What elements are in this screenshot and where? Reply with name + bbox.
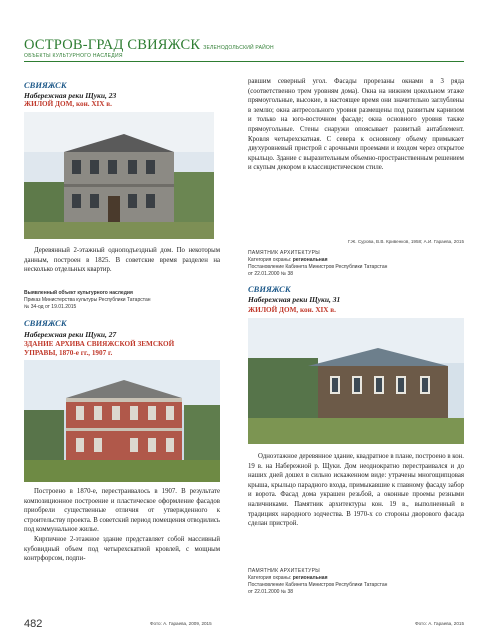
entry1-photo: [24, 112, 214, 239]
entry2-place: СВИЯЖСК: [24, 318, 67, 328]
section-subtitle: ОБЪЕКТЫ КУЛЬТУРНОГО НАСЛЕДИЯ: [24, 53, 123, 59]
entry1-paragraph: Деревянный 2-этажный одноподъездный дом. По некоторым данным, построен в 1825. В советские время разделен на несколько отдельных квартир.: [24, 247, 220, 274]
entry1-address: Набережная реки Щуки, 23: [24, 91, 117, 100]
entry1-status-line1: Приказ Министерства культуры Республики Татарстан: [24, 297, 151, 303]
entry2-address: Набережная реки Щуки, 27: [24, 330, 117, 339]
entry2-protection-info: [248, 250, 468, 278]
entry1-status-title: Выявленный объект культурного наследия: [24, 290, 133, 296]
entry2-paragraph-2: Кирпичное 2-этажное здание представляет собой массивный кубовидный объем под четырехскатной кровлей, с мощным контрфорсом, подпи-: [24, 535, 220, 563]
entry3-photo: [248, 318, 464, 444]
entry1-description: [24, 246, 220, 275]
entry1-status-line2: № 34-од от 19.01.2015: [24, 304, 77, 310]
entry2-object-line1: ЗДАНИЕ АРХИВА СВИЯЖСКОЙ ЗЕМСКОЙ: [24, 340, 175, 348]
entry3-category: Категория охраны: региональная: [248, 575, 328, 581]
entry1-object-title: ЖИЛОЙ ДОМ, кон. XIX в.: [24, 100, 112, 108]
entry1-status: [24, 290, 224, 311]
entry3-place: СВИЯЖСК: [248, 284, 291, 294]
entry3-object-title: ЖИЛОЙ ДОМ, кон. XIX в.: [248, 306, 336, 314]
book-title: ОСТРОВ-ГРАД СВИЯЖСК: [24, 37, 201, 53]
photo-credit-right: Фото: А. Гараева, 2015: [415, 621, 464, 626]
entry3-protection-info: [248, 568, 468, 596]
entry2-description: [24, 487, 220, 564]
entry3-decree-line2: от 22.01.2000 № 38: [248, 589, 294, 595]
entry2-photo: [24, 360, 220, 482]
entry2-source: Г.Ж. Сурова, В.В. Кривенков, 1958; А.И. Гараева, 2015: [347, 239, 464, 244]
entry2-object-line2: УПРАВЫ, 1870-е гг., 1907 г.: [24, 349, 113, 357]
entry3-description: [248, 452, 464, 529]
entry3-monument-label: ПАМЯТНИК АРХИТЕКТУРЫ: [248, 568, 320, 574]
entry2-paragraph-1: Построено в 1870-е, перестраивалось в 1907. В результате композиционное построение и пластическое оформление фасадов приобрели существенные отличия от утвержденного к строительству проекта. В советский период помещения отводились под коммунальное жилье.: [24, 488, 220, 534]
entry2-decree-line2: от 22.01.2000 № 38: [248, 271, 294, 277]
entry2-category: Категория охраны: региональная: [248, 257, 328, 263]
page-number: 482: [24, 618, 43, 630]
entry2-object-title: [24, 340, 174, 358]
header-rule: [24, 61, 464, 62]
entry2-decree-line1: Постановление Кабинета Министров Республики Татарстан: [248, 264, 388, 270]
entry3-decree-line1: Постановление Кабинета Министров Республики Татарстан: [248, 582, 388, 588]
entry3-address: Набережная реки Щуки, 31: [248, 295, 341, 304]
entry2-paragraph-3: равшим северный угол. Фасады прорезаны окнами в 3 ряда (соответственно трем уровням дома). Окна на нижнем цокольном этаже прямоугольные, высокие, в настоящее время они значительно заглублены в землю; окна антресольного уровня размещены под развитым карнизом и только на юго-восточном фасаде; окна основного уровня также прямоугольные. Стены снаружи опоясывает развитый антаблемент. Кровля четырехскатная. С севера к основному объему примыкает двухуровневый пристрой с арочными проемами и входом через открытое крыльцо. Здание с выразительным объемно-пространственным решением и скупым декором в классицистическом стиле.: [248, 78, 464, 172]
photo-credit-left: Фото: А. Гараева, 2009, 2015: [150, 621, 212, 626]
region-label: ЗЕЛЕНОДОЛЬСКИЙ РАЙОН: [203, 45, 274, 51]
entry2-description-continued: [248, 77, 464, 173]
entry2-monument-label: ПАМЯТНИК АРХИТЕКТУРЫ: [248, 250, 320, 256]
entry3-paragraph: Одноэтажное деревянное здание, квадратное в плане, построено в кон. 19 в. на Набережной р. Щуки. Дом неоднократно перестраивался и до наших дней дошел в сильно искаженном виде: утрачены многощипцовая крыша, крыльцо парадного входа, примыкавшие к главному фасаду забор и ворота. Фасад дома украшен резьбой, а оконные проемы резными наличниками. Памятник архитектуры кон. 19 в., выполненный в традициях народного зодчества. В 1970-х со стороны дворового фасада сделан пристрой.: [248, 453, 464, 528]
entry1-place: СВИЯЖСК: [24, 80, 67, 90]
running-header: [24, 37, 274, 54]
